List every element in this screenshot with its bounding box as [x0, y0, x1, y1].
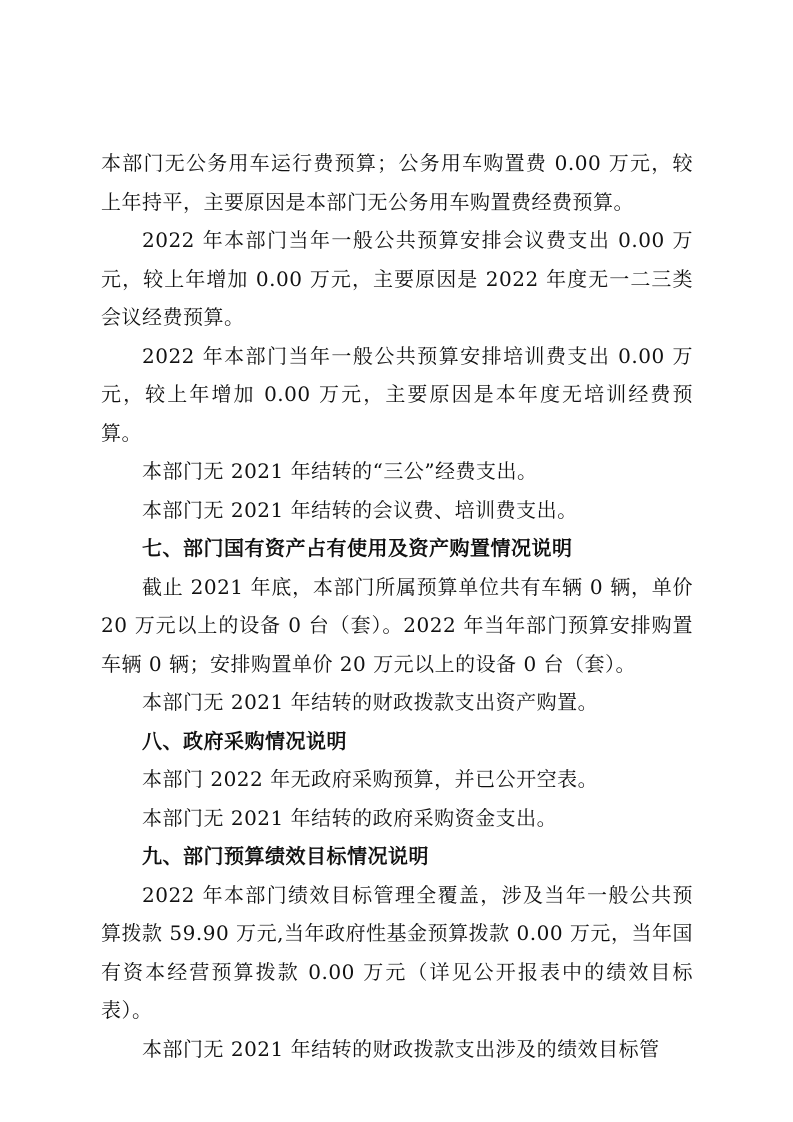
document-body: [101, 144, 693, 1068]
paragraph-performance-carryover: 本部门无 2021 年结转的财政拨款支出涉及的绩效目标管: [142, 1036, 660, 1061]
paragraph-procurement-carryover: 本部门无 2021 年结转的政府采购资金支出。: [142, 805, 558, 830]
paragraph-training-fee: 2022 年本部门当年一般公共预算安排培训费支出 0.00 万元，较上年增加 0.00 万元，主要原因是本年度无培训经费预算。: [101, 343, 693, 445]
paragraph-three-public-carryover: 本部门无 2021 年结转的“三公”经费支出。: [142, 459, 538, 483]
paragraph-meeting-fee: 2022 年本部门当年一般公共预算安排会议费支出 0.00 万元，较上年增加 0.00 万元，主要原因是 2022 年度无一二三类会议经费预算。: [101, 228, 693, 329]
paragraph-asset-carryover: 本部门无 2021 年结转的财政拨款支出资产购置。: [142, 690, 599, 714]
paragraph-assets: 截止 2021 年底，本部门所属预算单位共有车辆 0 辆，单价 20 万元以上的设备 0 台（套）。2022 年当年部门预算安排购置车辆 0 辆；安排购置单价 20 万元以上的设备 0 台（套）。: [101, 574, 693, 676]
paragraph-meeting-training-carryover: 本部门无 2021 年结转的会议费、培训费支出。: [142, 497, 578, 522]
paragraph-vehicle-budget: 本部门无公务用车运行费预算；公务用车购置费 0.00 万元，较上年持平，主要原因是本部门无公务用车购置费经费预算。: [101, 151, 693, 214]
section-heading-procurement: 八、政府采购情况说明: [142, 728, 347, 753]
section-heading-performance: 九、部门预算绩效目标情况说明: [142, 844, 429, 868]
section-heading-assets: 七、部门国有资产占有使用及资产购置情况说明: [142, 536, 573, 560]
paragraph-procurement: 本部门 2022 年无政府采购预算，并已公开空表。: [142, 767, 599, 791]
paragraph-performance: 2022 年本部门绩效目标管理全覆盖，涉及当年一般公共预算拨款 59.90 万元,当年政府性基金预算拨款 0.00 万元，当年国有资本经营预算拨款 0.00 万元（详见公开报表中的绩效目标表）。: [101, 882, 693, 1022]
